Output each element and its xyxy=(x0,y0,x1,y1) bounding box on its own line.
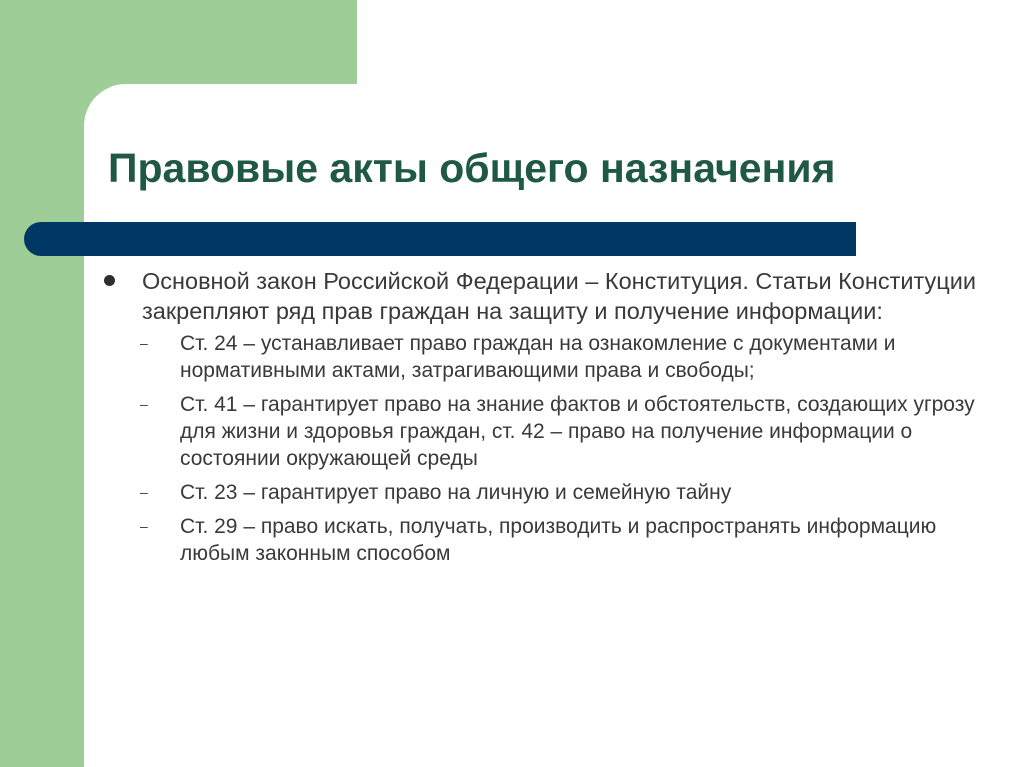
dash-icon: – xyxy=(140,518,148,534)
main-bullet-item xyxy=(104,266,984,326)
sub-bullet-item xyxy=(104,479,984,506)
sub-bullet-text: Ст. 24 – устанавливает право граждан на ознакомление с документами и нормативными актами, затрагивающими права и свободы; xyxy=(180,332,896,382)
dash-icon: – xyxy=(140,396,148,412)
sub-bullet-text: Ст. 41 – гарантирует право на знание фактов и обстоятельств, создающих угрозу для жизни и здоровья граждан, ст. 42 – право на получение информации о состоянии окружающей среды xyxy=(180,393,975,470)
slide-content xyxy=(104,266,984,574)
sub-bullet-item xyxy=(104,391,984,472)
dash-icon: – xyxy=(140,484,148,500)
slide-title: Правовые акты общего назначения xyxy=(108,145,836,191)
sub-bullet-list xyxy=(104,330,984,567)
title-underline-bar xyxy=(24,222,856,256)
sub-bullet-text: Ст. 29 – право искать, получать, производить и распространять информацию любым законным способом xyxy=(180,515,937,565)
dash-icon: – xyxy=(140,335,148,351)
bullet-icon xyxy=(104,275,115,286)
main-bullet-text: Основной закон Российской Федерации – Конституция. Статьи Конституции закрепляют ряд прав граждан на защиту и получение информации: xyxy=(142,268,976,324)
sub-bullet-text: Ст. 23 – гарантирует право на личную и семейную тайну xyxy=(180,481,732,504)
sub-bullet-item xyxy=(104,330,984,384)
sub-bullet-item xyxy=(104,513,984,567)
